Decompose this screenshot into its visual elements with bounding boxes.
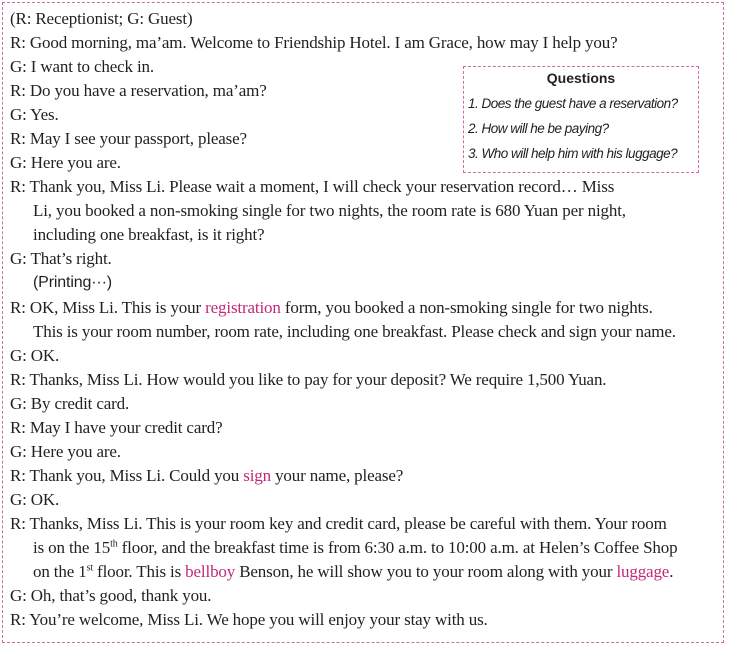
line-text: G: OK. — [10, 346, 60, 365]
vocabulary-highlight: bellboy — [185, 562, 236, 581]
line-text: is on the 15 — [33, 538, 111, 557]
line-text: G: Here you are. — [10, 153, 121, 172]
line-text: including one breakfast, is it right? — [33, 225, 265, 244]
line-text: R: Do you have a reservation, ma’am? — [10, 81, 267, 100]
questions-title: Questions — [546, 70, 616, 86]
stage-direction — [33, 273, 112, 293]
line-text: R: Thanks, Miss Li. How would you like to pay for your deposit? We require 1,500 Yuan. — [10, 370, 607, 389]
line-text: G: Oh, that’s good, thank you. — [10, 586, 212, 605]
ordinal-suffix: st — [86, 562, 93, 574]
question-item: 1. Does the guest have a reservation? — [468, 96, 678, 111]
dialogue-line — [33, 538, 677, 558]
vocabulary-highlight: luggage — [616, 562, 670, 581]
dialogue-line — [10, 394, 129, 414]
dialogue-line — [10, 81, 267, 101]
dialogue-line — [10, 466, 403, 486]
line-text: on the 1 — [33, 562, 87, 581]
line-text: Li, you booked a non-smoking single for two nights, the room rate is 680 Yuan per night, — [33, 201, 626, 220]
dialogue-line — [10, 370, 606, 390]
line-text: floor, and the breakfast time is from 6:30 a.m. to 10:00 a.m. at Helen’s Coffee Shop — [117, 538, 678, 557]
line-text: R: May I have your credit card? — [10, 418, 223, 437]
dialogue-line — [10, 177, 614, 197]
line-text: your name, please? — [270, 466, 404, 485]
line-text: R: Thank you, Miss Li. Please wait a moment, I will check your reservation record… Miss — [10, 177, 615, 196]
line-text: R: Thanks, Miss Li. This is your room key and credit card, please be careful with them. Your room — [10, 514, 667, 533]
dialogue-line — [10, 33, 618, 53]
questions-box — [463, 66, 699, 173]
dialogue-line — [10, 442, 121, 462]
dialogue-line — [10, 298, 653, 318]
line-text: G: I want to check in. — [10, 57, 154, 76]
line-text: . — [669, 562, 674, 581]
line-text: G: Here you are. — [10, 442, 121, 461]
dialogue-line — [10, 153, 121, 173]
ordinal-suffix: th — [110, 538, 118, 550]
line-text: R: May I see your passport, please? — [10, 129, 247, 148]
line-text: R: Good morning, ma’am. Welcome to Friendship Hotel. I am Grace, how may I help you? — [10, 33, 618, 52]
dialogue-line — [33, 225, 264, 245]
dialogue-line — [10, 57, 154, 77]
line-text: G: Yes. — [10, 105, 59, 124]
question-item: 2. How will he be paying? — [468, 121, 609, 136]
dialogue-line — [33, 322, 676, 342]
vocabulary-highlight: registration — [205, 298, 281, 317]
line-text: R: You’re welcome, Miss Li. We hope you will enjoy your stay with us. — [10, 610, 488, 629]
dialogue-line — [33, 201, 626, 221]
line-text: This is your room number, room rate, including one breakfast. Please check and sign your name. — [33, 322, 676, 341]
line-text: G: OK. — [10, 490, 60, 509]
dialogue-line — [10, 490, 59, 510]
line-text: G: By credit card. — [10, 394, 130, 413]
line-text: R: Thank you, Miss Li. Could you — [10, 466, 244, 485]
dialogue-line — [33, 562, 673, 582]
vocabulary-highlight: sign — [243, 466, 271, 485]
dialogue-line — [10, 9, 192, 29]
dialogue-line — [10, 249, 112, 269]
line-text: floor. This is — [92, 562, 186, 581]
dialogue-line — [10, 610, 488, 630]
line-text: (R: Receptionist; G: Guest) — [10, 9, 193, 28]
dialogue-line — [10, 346, 59, 366]
question-item: 3. Who will help him with his luggage? — [468, 146, 678, 161]
line-text: form, you booked a non-smoking single for two nights. — [280, 298, 653, 317]
line-text: R: OK, Miss Li. This is your — [10, 298, 206, 317]
dialogue-line — [10, 514, 667, 534]
line-text: (Printing···) — [33, 274, 112, 291]
dialogue-line — [10, 586, 211, 606]
dialogue-line — [10, 129, 247, 149]
line-text: Benson, he will show you to your room along with your — [235, 562, 617, 581]
dialogue-line — [10, 105, 59, 125]
dialogue-line — [10, 418, 222, 438]
line-text: G: That’s right. — [10, 249, 112, 268]
